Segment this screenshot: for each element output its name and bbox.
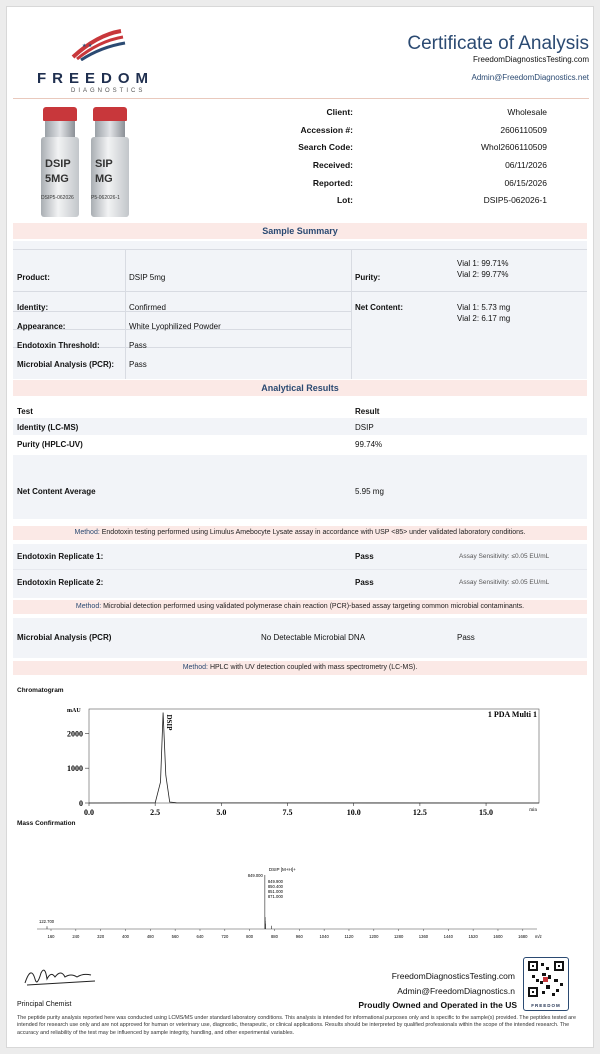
mass-confirmation-label: Mass Confirmation bbox=[17, 820, 76, 827]
vial-2-lot: P5-062026-1 bbox=[91, 195, 120, 201]
mass-peak-title: DSIP [M+H]+ bbox=[268, 867, 296, 872]
chrom-xtick-label: 12.5 bbox=[412, 808, 427, 817]
vial-photo bbox=[39, 107, 133, 219]
mass-xtick-label: 1040 bbox=[319, 934, 329, 939]
chrom-peak-label: DSIP bbox=[165, 714, 174, 731]
chrom-xtick-label: 0.0 bbox=[84, 808, 94, 817]
mass-xtick-label: 1360 bbox=[418, 934, 429, 939]
net-content-label: Net Content: bbox=[355, 303, 403, 312]
info-key: Search Code: bbox=[298, 142, 353, 153]
vial-2-line1: SIP bbox=[95, 158, 113, 170]
endotoxin-label: Endotoxin Threshold: bbox=[17, 341, 100, 350]
appearance-label: Appearance: bbox=[17, 322, 66, 331]
info-row bbox=[187, 160, 547, 178]
footer-email[interactable]: Admin@FreedomDiagnostics.n bbox=[397, 986, 515, 996]
replicate-2-result: Pass bbox=[355, 578, 374, 587]
microbial-pcr-label: Microbial Analysis (PCR) bbox=[17, 633, 112, 642]
footer-site[interactable]: FreedomDiagnosticsTesting.com bbox=[391, 971, 515, 981]
method-label: Method: bbox=[74, 529, 100, 536]
info-value: 2606110509 bbox=[500, 124, 547, 135]
logo-sub: DIAGNOSTICS bbox=[71, 88, 146, 94]
mass-xtick-label: 320 bbox=[97, 934, 105, 939]
microbial-pcr-detail: No Detectable Microbial DNA bbox=[261, 633, 366, 642]
replicate-1-label: Endotoxin Replicate 1: bbox=[17, 552, 104, 561]
info-key: Lot: bbox=[336, 195, 353, 206]
mass-spectrum-chart bbox=[17, 835, 585, 949]
footer-owned: Proudly Owned and Operated in the US bbox=[358, 1000, 517, 1010]
mass-xtick-label: 640 bbox=[196, 934, 204, 939]
mass-peak-label: 122.700 bbox=[39, 919, 55, 924]
purity-label: Purity: bbox=[355, 273, 381, 282]
chrom-ytick-label: 2000 bbox=[67, 729, 83, 739]
info-value: DSIP5-062026-1 bbox=[483, 195, 547, 206]
mass-xtick-label: 1200 bbox=[369, 934, 379, 939]
method-endotoxin-text: Endotoxin testing performed using Limulus Amebocyte Lysate assay in accordance with USP <85> under validated laboratory conditions. bbox=[101, 529, 526, 536]
result-header: Result bbox=[355, 407, 380, 416]
info-row bbox=[187, 142, 547, 160]
vial-1 bbox=[39, 107, 81, 219]
replicate-1-sensitivity: Assay Sensitivity: ≤0.05 EU/mL bbox=[459, 553, 550, 560]
mass-xtick-label: 1680 bbox=[518, 934, 528, 939]
microbial-value: Pass bbox=[129, 360, 147, 369]
purity-hplc-value: 99.74% bbox=[355, 440, 383, 449]
info-value: 06/15/2026 bbox=[504, 177, 547, 188]
purity-vial-2: Vial 2: 99.77% bbox=[457, 270, 509, 279]
endotoxin-value: Pass bbox=[129, 341, 147, 350]
mass-xtick-label: 560 bbox=[171, 934, 179, 939]
mass-peak-label: 871.000 bbox=[267, 894, 283, 899]
chrom-xtick-label: 2.5 bbox=[150, 808, 161, 817]
mass-xlabel: m/z bbox=[535, 934, 542, 939]
vial-2-line2: MG bbox=[95, 173, 113, 185]
net-content-avg-label: Net Content Average bbox=[17, 487, 96, 496]
mass-xtick-label: 1600 bbox=[493, 934, 503, 939]
mass-xtick-label: 1520 bbox=[468, 934, 478, 939]
product-label: Product: bbox=[17, 273, 50, 282]
purity-vial-1: Vial 1: 99.71% bbox=[457, 259, 509, 268]
chrom-ytick-label: 0 bbox=[79, 799, 83, 808]
endotoxin-replicates bbox=[13, 544, 587, 598]
mass-peak-label: 849.900 bbox=[267, 879, 283, 884]
info-value: Whol2606110509 bbox=[480, 142, 547, 153]
chrom-xtick-label: 7.5 bbox=[282, 808, 293, 817]
info-key: Accession #: bbox=[300, 124, 353, 135]
signature bbox=[21, 961, 101, 991]
mass-xtick-label: 1280 bbox=[393, 934, 404, 939]
info-row bbox=[187, 195, 547, 213]
page-title: Certificate of Analysis bbox=[407, 33, 589, 54]
chrom-xtick-label: 15.0 bbox=[479, 808, 494, 817]
header-divider bbox=[13, 98, 589, 99]
qr-caption: FREEDOM bbox=[531, 1003, 561, 1008]
info-row bbox=[187, 178, 547, 196]
mass-xtick-label: 400 bbox=[121, 934, 129, 939]
identity-label: Identity: bbox=[17, 303, 49, 312]
chrom-plot-frame bbox=[89, 709, 539, 803]
mass-xtick-label: 1120 bbox=[344, 934, 354, 939]
appearance-value: White Lyophilized Powder bbox=[129, 322, 221, 331]
chrom-xtick-label: 10.0 bbox=[346, 808, 361, 817]
replicate-1-result: Pass bbox=[355, 552, 374, 561]
analytical-results-title: Analytical Results bbox=[13, 380, 587, 396]
identity-lcms-value: DSIP bbox=[355, 423, 374, 432]
mass-xtick-label: 960 bbox=[295, 934, 303, 939]
method-endotoxin bbox=[13, 526, 587, 540]
qr-code-icon bbox=[528, 961, 564, 997]
info-key: Received: bbox=[312, 160, 353, 171]
client-info bbox=[187, 107, 547, 213]
header-email[interactable]: Admin@FreedomDiagnostics.net bbox=[471, 73, 589, 82]
product-value: DSIP 5mg bbox=[129, 273, 166, 282]
method-hplc-text: HPLC with UV detection coupled with mass spectrometry (LC-MS). bbox=[209, 664, 418, 671]
header bbox=[7, 7, 595, 99]
chrom-xtick-label: 5.0 bbox=[216, 808, 227, 817]
replicate-2-sensitivity: Assay Sensitivity: ≤0.05 EU/mL bbox=[459, 579, 550, 586]
mass-xtick-label: 480 bbox=[146, 934, 154, 939]
mass-xtick-label: 240 bbox=[72, 934, 80, 939]
vial-1-lot: DSIP5-062026 bbox=[41, 195, 74, 201]
flag-logo-icon bbox=[37, 27, 147, 61]
net-content-vial-1: Vial 1: 5.73 mg bbox=[457, 303, 511, 312]
identity-lcms-label: Identity (LC-MS) bbox=[17, 423, 79, 432]
chrom-trace bbox=[89, 713, 539, 804]
svg-text:★ ★: ★ ★ bbox=[82, 43, 93, 49]
info-key: Reported: bbox=[312, 177, 353, 188]
certificate-page bbox=[6, 6, 594, 1048]
microbial-pcr-result: Pass bbox=[457, 633, 475, 642]
disclaimer: The peptide purity analysis reported here was conducted using LCMS/MS under standard laboratory conditions. This analysis is intended for informational purposes only and is specific to the sample(s) provided. The peptides tested are intended for research use only and are not approved for human or veterinary use, diagnostic, therapeutic, or clinical applications. Results should be interpreted by qualified professionals within the scope of the intended research. The accuracy and reliability of the test may be influenced by sample integrity, handling, and other experimental variables. bbox=[17, 1015, 576, 1036]
logo-name: FREEDOM bbox=[37, 70, 154, 87]
mass-xtick-label: 1440 bbox=[443, 934, 453, 939]
method-hplc bbox=[13, 661, 587, 675]
chrom-ylabel: mAU bbox=[67, 708, 81, 714]
sample-summary-table bbox=[13, 241, 587, 379]
method-microbial bbox=[13, 600, 587, 614]
header-site[interactable]: FreedomDiagnosticsTesting.com bbox=[472, 55, 589, 64]
vial-2 bbox=[89, 107, 131, 219]
info-row bbox=[187, 125, 547, 143]
mass-xtick-label: 880 bbox=[270, 934, 278, 939]
method-microbial-text: Microbial detection performed using validated polymerase chain reaction (PCR)-based assay targeting common microbial contaminants. bbox=[103, 603, 525, 610]
vial-1-line2: 5MG bbox=[45, 173, 69, 185]
net-content-avg-value: 5.95 mg bbox=[355, 487, 384, 496]
mass-xtick-label: 160 bbox=[47, 934, 55, 939]
info-key: Client: bbox=[326, 107, 353, 117]
chrom-ytick-label: 1000 bbox=[67, 764, 83, 774]
replicate-2-label: Endotoxin Replicate 2: bbox=[17, 578, 104, 587]
analytical-results-table bbox=[13, 403, 587, 519]
chrom-legend: 1 PDA Multi 1 bbox=[487, 710, 537, 719]
info-value: Wholesale bbox=[507, 107, 547, 117]
identity-value: Confirmed bbox=[129, 303, 166, 312]
microbial-row bbox=[13, 618, 587, 658]
chromatogram-chart bbox=[17, 703, 585, 827]
mass-peak-label: 851.000 bbox=[267, 889, 283, 894]
method-label: Method: bbox=[75, 603, 102, 610]
chromatogram-label: Chromatogram bbox=[17, 687, 64, 694]
net-content-vial-2: Vial 2: 6.17 mg bbox=[457, 314, 511, 323]
logo bbox=[37, 27, 157, 94]
microbial-label: Microbial Analysis (PCR): bbox=[17, 360, 115, 369]
mass-peak-label: 850.400 bbox=[267, 884, 283, 889]
signer-role: Principal Chemist bbox=[17, 1001, 72, 1008]
vial-1-line1: DSIP bbox=[45, 158, 71, 170]
mass-xtick-label: 720 bbox=[221, 934, 229, 939]
qr-code[interactable] bbox=[523, 957, 569, 1011]
info-value: 06/11/2026 bbox=[505, 160, 547, 171]
sample-summary-title: Sample Summary bbox=[13, 223, 587, 239]
method-label: Method: bbox=[182, 664, 208, 671]
mass-peak-label: 849.000 bbox=[247, 873, 263, 878]
purity-hplc-label: Purity (HPLC-UV) bbox=[17, 440, 83, 449]
chrom-xlabel: min bbox=[529, 808, 537, 813]
test-header: Test bbox=[17, 407, 33, 416]
mass-xtick-label: 800 bbox=[246, 934, 254, 939]
info-row bbox=[187, 107, 547, 125]
